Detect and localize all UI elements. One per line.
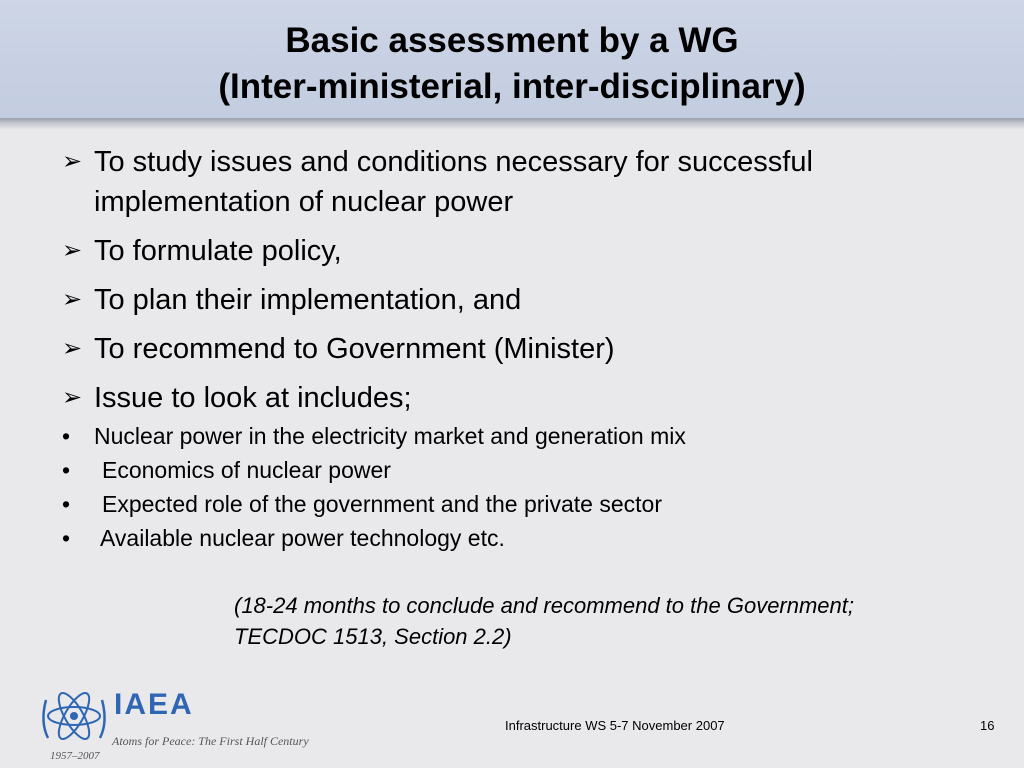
dot-bullet-icon: •	[62, 491, 71, 517]
slide-title-line1: Basic assessment by a WG	[285, 21, 739, 60]
bullet-point-text: Economics of nuclear power	[102, 457, 391, 483]
arrow-point-1	[62, 142, 972, 222]
slide-content	[62, 142, 972, 557]
arrow-bullet-icon: ➢	[62, 148, 83, 175]
title-shadow	[0, 118, 1024, 130]
arrow-bullet-icon: ➢	[62, 237, 83, 264]
bullet-point-1	[62, 421, 972, 451]
page-number: 16	[980, 718, 995, 733]
arrow-point-3	[62, 280, 972, 320]
timeline-note-line1: (18-24 months to conclude and recommend to the Government;	[234, 593, 855, 618]
timeline-note-line2: TECDOC 1513, Section 2.2)	[234, 624, 512, 649]
arrow-point-4	[62, 329, 972, 369]
bullet-point-text: Nuclear power in the electricity market and generation mix	[94, 423, 686, 449]
iaea-logo	[36, 686, 326, 766]
arrow-bullet-icon: ➢	[62, 335, 83, 362]
iaea-tagline: Atoms for Peace: The First Half Century	[112, 734, 309, 748]
arrow-point-text: To recommend to Government (Minister)	[94, 333, 615, 365]
dot-bullet-icon: •	[62, 457, 71, 483]
dot-bullet-icon: •	[62, 423, 71, 449]
footer-text: Infrastructure WS 5-7 November 2007	[505, 718, 725, 733]
atom-emblem-icon	[36, 686, 112, 750]
iaea-wordmark: IAEA	[114, 688, 194, 721]
slide-title-line2: (Inter-ministerial, inter-disciplinary)	[218, 67, 806, 106]
arrow-point-text: To plan their implementation, and	[94, 284, 522, 316]
slide-title	[0, 18, 1024, 110]
bullet-point-4	[62, 523, 972, 553]
bullet-point-text: Expected role of the government and the private sector	[102, 491, 662, 517]
bullet-point-3	[62, 489, 972, 519]
arrow-point-2	[62, 231, 972, 271]
bullet-point-text: Available nuclear power technology etc.	[100, 525, 505, 551]
arrow-point-text: Issue to look at includes;	[94, 382, 412, 414]
bullet-point-2	[62, 455, 972, 485]
arrow-point-text: To formulate policy,	[94, 235, 342, 267]
timeline-note	[234, 590, 994, 652]
arrow-bullet-icon: ➢	[62, 384, 83, 411]
arrow-point-text: To study issues and conditions necessary for successful implementation of nuclear power	[94, 146, 813, 218]
arrow-bullet-icon: ➢	[62, 286, 83, 313]
iaea-years: 1957–2007	[50, 750, 100, 762]
arrow-point-5	[62, 378, 972, 418]
dot-bullet-icon: •	[62, 525, 71, 551]
